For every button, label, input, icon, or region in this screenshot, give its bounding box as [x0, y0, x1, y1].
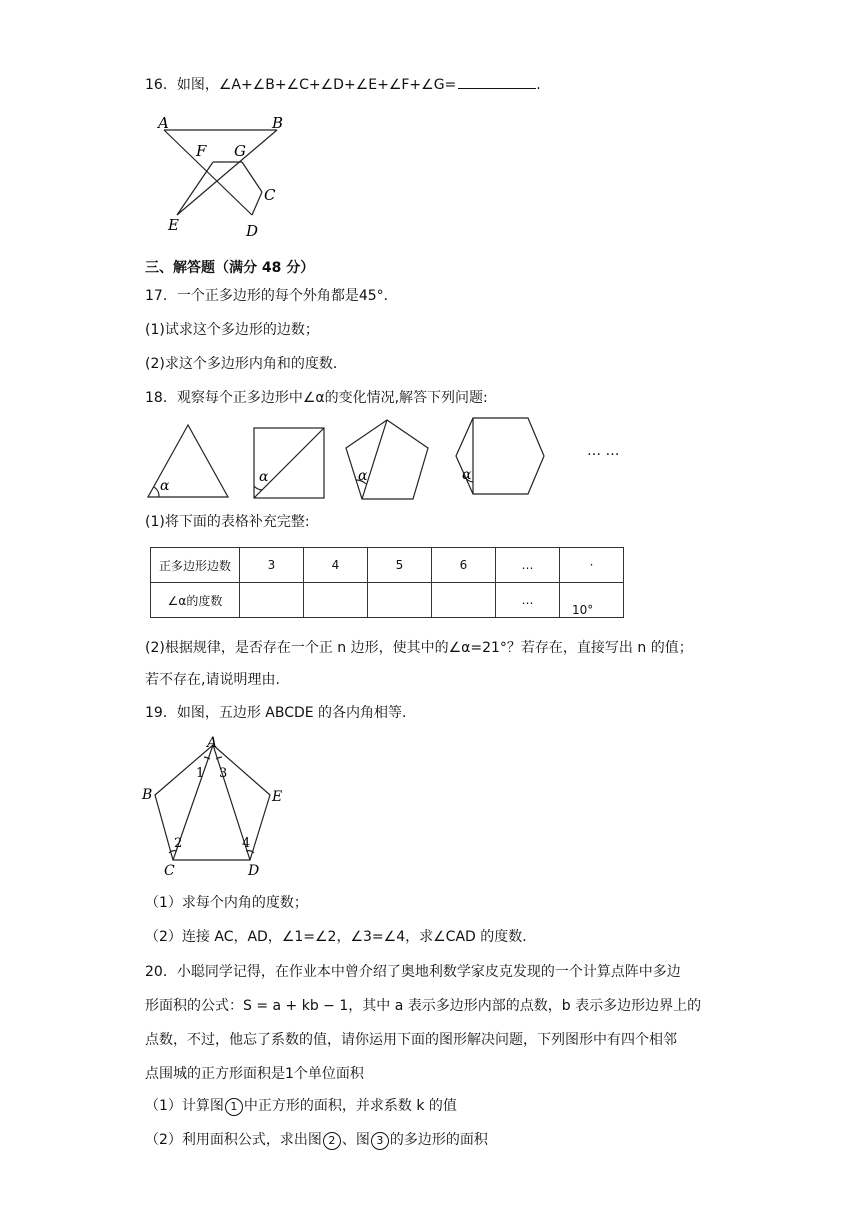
q19-pentagon-figure [140, 735, 300, 880]
q18-table-answer-cell[interactable] [240, 583, 304, 618]
q18-alpha-hexagon: α [462, 467, 472, 483]
q18-table-row-angle [151, 583, 624, 618]
q19-label-d: D [248, 863, 260, 879]
q16-answer-blank[interactable] [458, 74, 536, 89]
q20-part2 [145, 1130, 488, 1150]
q20-line4: 点围城的正方形面积是1个单位面积 [145, 1066, 364, 1082]
q16-label-f: F [196, 142, 207, 160]
q16-label-e: E [168, 216, 179, 234]
q18-table-cell: 3 [240, 548, 304, 583]
q18-table-answer-cell[interactable] [432, 583, 496, 618]
q19-label-e: E [272, 789, 283, 805]
q20-part1-suffix: 中正方形的面积，并求系数 k 的值 [243, 1098, 457, 1114]
q19-label-c: C [164, 863, 175, 879]
q18-statement: 18．观察每个正多边形中∠α的变化情况,解答下列问题: [145, 390, 488, 406]
q19-label-4: 4 [242, 836, 251, 851]
q18-alpha-square: α [259, 469, 269, 485]
q18-alpha-triangle: α [160, 478, 170, 494]
q16-label-g: G [234, 142, 246, 160]
q19-label-b: B [142, 787, 153, 803]
q16-label-d: D [246, 222, 259, 240]
q18-table-cell: ∠α的度数 [151, 583, 240, 618]
q18-alpha-pentagon: α [358, 468, 368, 484]
q18-part2-line1: (2)根据规律，是否存在一个正 n 边形，使其中的∠α=21°？若存在，直接写出 n 的值； [145, 640, 693, 656]
q18-table [150, 547, 624, 618]
q19-part2: （2）连接 AC，AD，∠1=∠2，∠3=∠4，求∠CAD 的度数． [145, 929, 537, 945]
q18-polygons-figure [140, 410, 560, 505]
q19-label-3: 3 [219, 766, 228, 781]
q18-square-diagonal [254, 428, 324, 498]
q18-table-cell: 正多边形边数 [151, 548, 240, 583]
q20-line3: 点数，不过，他忘了系数的值，请你运用下面的图形解决问题，下列图形中有四个相邻 [145, 1032, 677, 1048]
q18-pentagon [346, 420, 428, 499]
q18-triangle-angle-arc [154, 487, 159, 497]
q18-table-row-sides [151, 548, 624, 583]
q18-ellipsis: … … [587, 443, 620, 459]
q18-table-cell: · [560, 548, 624, 583]
q16-segment-be [177, 130, 277, 215]
q19-part1: （1）求每个内角的度数； [145, 895, 308, 911]
q18-table-cell: 5 [368, 548, 432, 583]
q18-table-cell: 4 [304, 548, 368, 583]
figure-3-marker: 3 [371, 1132, 389, 1150]
q20-part2-suffix: 的多边形的面积 [389, 1132, 488, 1148]
q18-table-cell: 6 [432, 548, 496, 583]
q18-square-angle-arc [254, 486, 262, 490]
q16-segment-cg [242, 162, 262, 192]
q16-number: 16． [145, 77, 177, 93]
q18-table-answer-cell[interactable] [368, 583, 432, 618]
q20-part1 [145, 1096, 457, 1116]
q16-statement [145, 74, 541, 95]
q19-statement: 19．如图，五边形 ABCDE 的各内角相等． [145, 705, 417, 721]
q16-label-c: C [264, 186, 276, 204]
q18-table-cell: … [496, 548, 560, 583]
q18-table-cell: … [496, 583, 560, 618]
q20-part1-prefix: （1）计算图 [145, 1098, 224, 1114]
q20-line1: 20．小聪同学记得，在作业本中曾介绍了奥地利数学家皮克发现的一个计算点阵中多边 [145, 964, 681, 980]
q18-table-cell: 10° [560, 583, 624, 618]
q18-table-answer-cell[interactable] [304, 583, 368, 618]
q19-label-1: 1 [196, 766, 205, 781]
q20-part2-mid: 、图 [341, 1132, 370, 1148]
q17-part1: (1)试求这个多边形的边数； [145, 322, 319, 338]
q16-label-a: A [158, 114, 169, 132]
q20-line2: 形面积的公式：S = a + kb − 1，其中 a 表示多边形内部的点数，b 表示多边形边界上的 [145, 998, 702, 1014]
q19-pentagon [155, 745, 270, 860]
q16-figure [150, 110, 300, 245]
section-3-heading: 三、解答题（满分 48 分） [145, 260, 315, 276]
q17-part2: (2)求这个多边形内角和的度数． [145, 356, 347, 372]
q18-part1: (1)将下面的表格补充完整: [145, 514, 310, 530]
q16-text: 如图，∠A+∠B+∠C+∠D+∠E+∠F+∠G= [176, 77, 457, 93]
q19-label-a: A [207, 735, 218, 751]
q16-end: . [536, 77, 541, 93]
q16-segment-dc [252, 192, 262, 215]
figure-1-marker: 1 [225, 1098, 243, 1116]
q18-pentagon-diagonal [362, 420, 387, 499]
q20-part2-prefix: （2）利用面积公式，求出图 [145, 1132, 322, 1148]
q19-label-2: 2 [174, 836, 183, 851]
q18-part2-line2: 若不存在,请说明理由. [145, 672, 280, 688]
figure-2-marker: 2 [323, 1132, 341, 1150]
q16-label-b: B [272, 114, 284, 132]
q17-statement: 17．一个正多边形的每个外角都是45°． [145, 288, 398, 304]
